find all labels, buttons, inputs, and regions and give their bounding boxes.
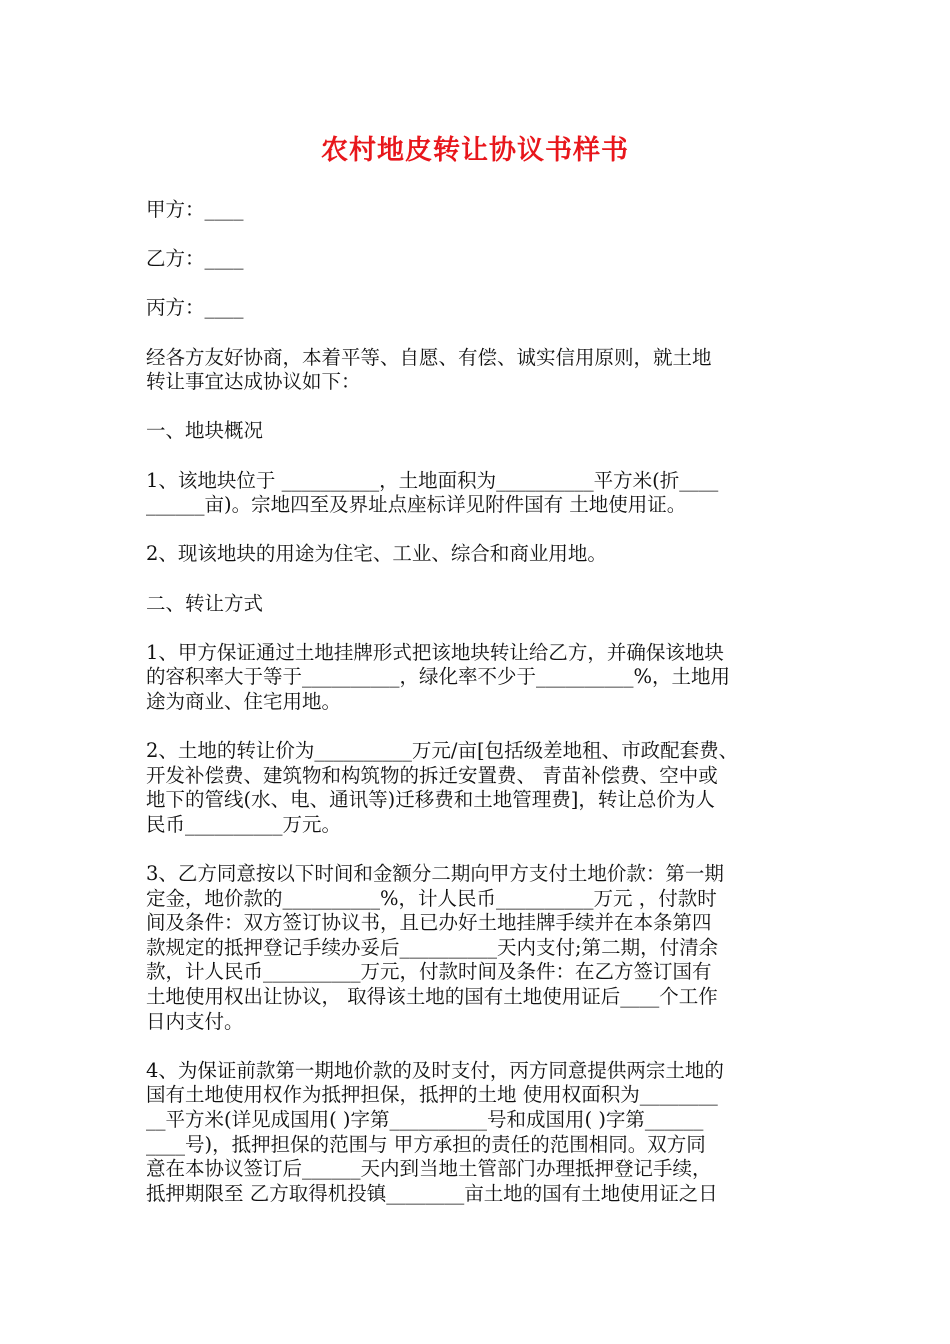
clause-2-1 — [146, 641, 808, 715]
text-line: 转让事宜达成协议如下： — [146, 370, 361, 394]
paragraph-gap — [146, 1034, 808, 1059]
text-line: 意在本协议签订后______天内到当地土管部门办理抵押登记手续， — [146, 1157, 712, 1181]
paragraph-gap — [146, 567, 808, 592]
text-line: 款规定的抵押登记手续办妥后__________天内支付;第二期，付清余 — [146, 935, 719, 959]
text-line: 间及条件：双方签订协议书，且已办好土地挂牌手续并在本条第四 — [146, 911, 712, 935]
text-line: 1、该地块位于 __________，土地面积为__________平方米(折____ — [146, 468, 719, 492]
paragraph-gap — [146, 518, 808, 543]
paragraph-gap — [146, 444, 808, 469]
clause-1-1 — [146, 469, 808, 518]
text-line: 3、乙方同意按以下时间和金额分二期向甲方支付土地价款：第一期 — [146, 862, 724, 886]
paragraph-gap — [146, 616, 808, 641]
paragraph-gap — [146, 395, 808, 420]
text-line: 土地使用权出让协议， 取得该土地的国有土地使用证后____个工作 — [146, 985, 718, 1008]
text-line: 途为商业、住宅用地。 — [146, 689, 342, 713]
clause-2-2 — [146, 739, 808, 837]
text-line: 日内支付。 — [146, 1009, 244, 1033]
text-line: ____号)，抵押担保的范围与 甲方承担的责任的范围相同。双方同 — [146, 1132, 706, 1156]
text-line: 国有土地使用权作为抵押担保，抵押的土地 使用权面积为________ — [146, 1083, 718, 1107]
paragraph-gap — [146, 714, 808, 739]
clause-1-2 — [146, 542, 808, 567]
party-c-line: 丙方：____ — [146, 296, 244, 320]
party-b-line: 乙方：____ — [146, 247, 244, 271]
text-line: 地下的管线(水、电、通讯等)迁移费和土地管理费]，转让总价为人 — [146, 788, 715, 812]
paragraph-gap — [146, 837, 808, 862]
paragraph-gap — [146, 321, 808, 346]
section-heading-2 — [146, 592, 808, 617]
text-line: 款，计人民币__________万元，付款时间及条件：在乙方签订国有 — [146, 960, 712, 984]
text-line: 的容积率大于等于__________，绿化率不少于__________%，土地用 — [146, 665, 731, 689]
paragraph-gap — [146, 272, 808, 297]
text-line: 定金，地价款的__________%，计人民币__________万元 ，付款时 — [146, 886, 717, 910]
text-line: 抵押期限至 乙方取得机投镇________亩土地的国有土地使用证之日 — [146, 1181, 718, 1205]
text-line: 开发补偿费、建筑物和构筑物的拆迁安置费、 青苗补偿费、空中或 — [146, 763, 718, 787]
text-line: 经各方友好协商，本着平等、自愿、有偿、诚实信用原则，就土地 — [146, 345, 712, 369]
text-line: 2、现该地块的用途为住宅、工业、综合和商业用地。 — [146, 542, 607, 566]
section-heading-1 — [146, 419, 808, 444]
text-line: 民币__________万元。 — [146, 812, 342, 836]
clause-2-4 — [146, 1059, 808, 1207]
document-title: 农村地皮转让协议书样书 — [321, 135, 629, 166]
document-body — [146, 198, 808, 1206]
text-line: 4、为保证前款第一期地价款的及时支付，丙方同意提供两宗土地的 — [146, 1058, 724, 1082]
text-line: 2、土地的转让价为__________万元/亩[包括级差地租、市政配套费、 — [146, 739, 739, 763]
text-line: 1、甲方保证通过土地挂牌形式把该地块转让给乙方，并确保该地块 — [146, 640, 724, 664]
paragraph-gap — [146, 223, 808, 248]
text-line: ______亩)。宗地四至及界址点座标详见附件国有 土地使用证。 — [146, 493, 687, 517]
text-line: 二、转让方式 — [146, 591, 264, 615]
party-a-line: 甲方：____ — [146, 198, 244, 221]
text-line: __平方米(详见成国用( )字第__________号和成国用( )字第______ — [146, 1107, 704, 1131]
clause-2-3 — [146, 862, 808, 1034]
text-line: 一、地块概况 — [146, 419, 264, 443]
intro-paragraph — [146, 346, 808, 395]
